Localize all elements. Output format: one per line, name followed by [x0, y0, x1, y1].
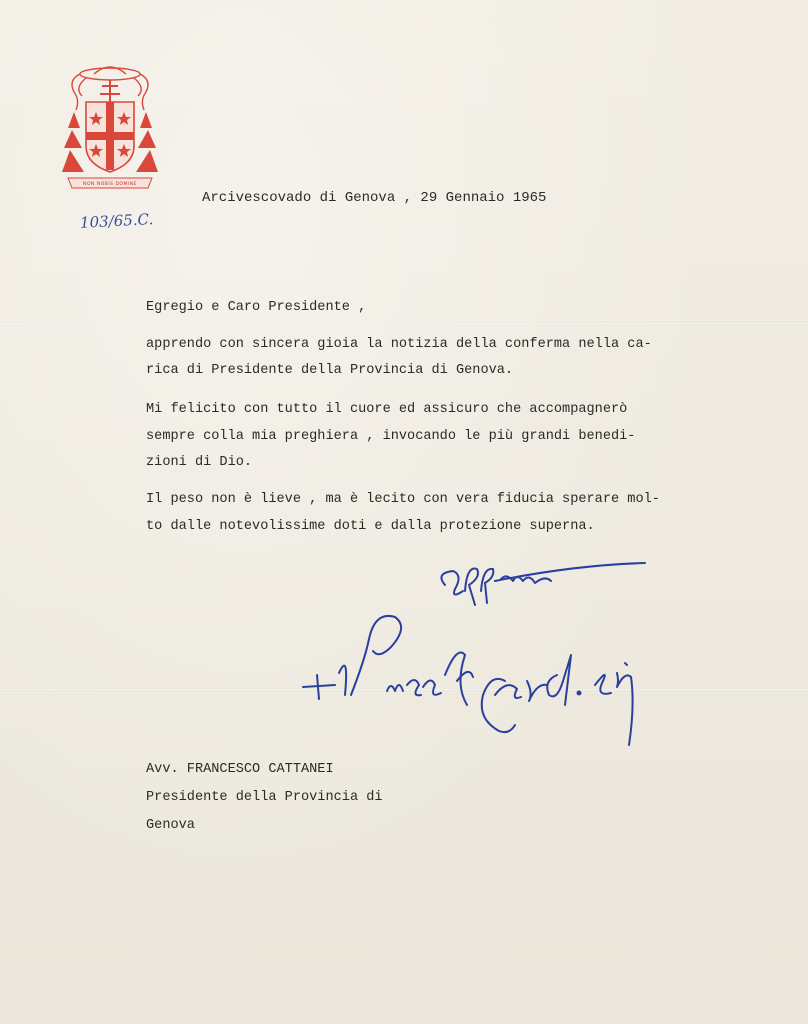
- recipient-city: Genova: [146, 818, 195, 833]
- body-line-5: zioni di Dio.: [146, 455, 253, 470]
- body-line-2: rica di Presidente della Provincia di Genova.: [146, 363, 514, 378]
- handwritten-signature: [295, 555, 675, 755]
- recipient-title: Presidente della Provincia di: [146, 790, 383, 805]
- paper-fold-upper: [0, 322, 808, 325]
- crest-motto: NON NOBIS DOMINE: [83, 182, 137, 187]
- cardinal-coat-of-arms: [60, 60, 160, 192]
- body-line-7: to dalle notevolissime doti e dalla protezione superna.: [146, 519, 595, 534]
- handwritten-protocol-number: 103/65.C.: [79, 210, 154, 232]
- body-line-4: sempre colla mia preghiera , invocando le più grandi benedi-: [146, 429, 636, 444]
- body-line-1: apprendo con sincera gioia la notizia della conferma nella ca-: [146, 337, 652, 352]
- dateline: Arcivescovado di Genova , 29 Gennaio 1965: [202, 190, 547, 206]
- body-line-6: Il peso non è lieve , ma è lecito con vera fiducia sperare mol-: [146, 492, 660, 507]
- recipient-name: Avv. FRANCESCO CATTANEI: [146, 762, 334, 777]
- salutation: Egregio e Caro Presidente ,: [146, 300, 367, 315]
- body-line-3: Mi felicito con tutto il cuore ed assicuro che accompagnerò: [146, 402, 628, 417]
